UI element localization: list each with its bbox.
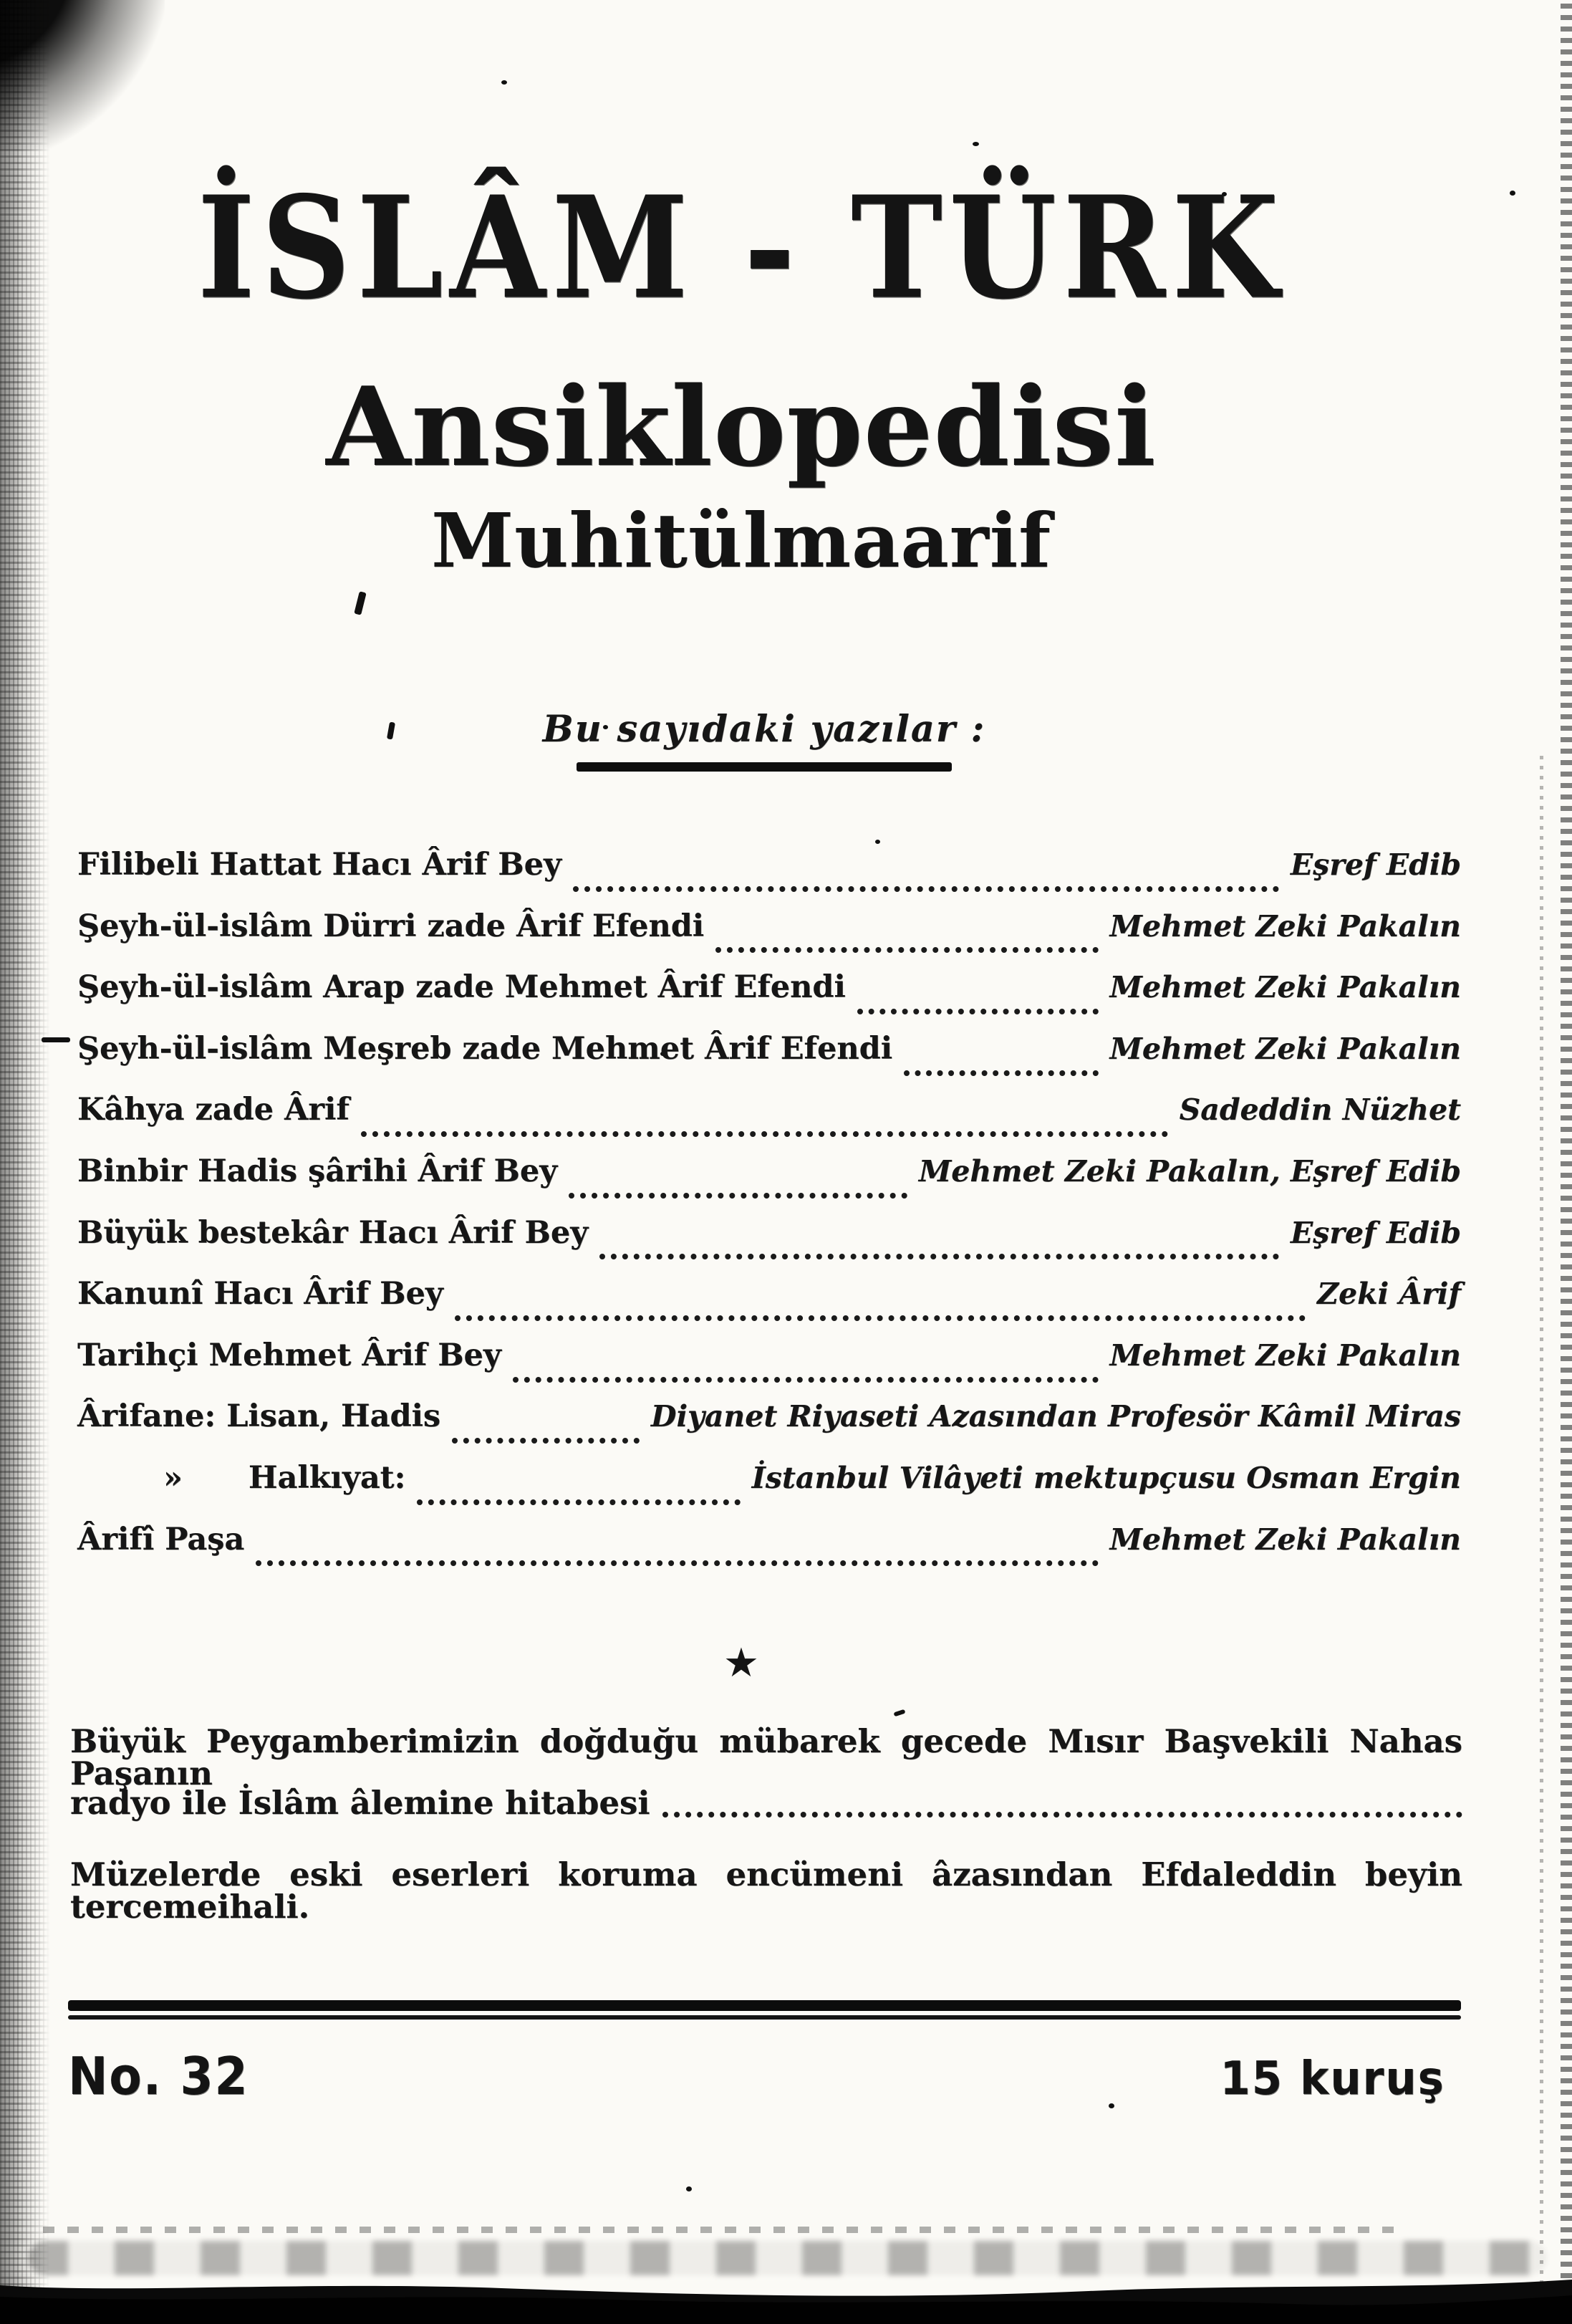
scan-bottom-edge-artifact [0, 2275, 1572, 2324]
toc-row [77, 1092, 1461, 1153]
ink-speck [875, 840, 880, 844]
toc-row [77, 1460, 1461, 1522]
dotted-leader [569, 1193, 907, 1199]
toc-row [77, 1215, 1461, 1277]
toc-row [77, 847, 1461, 908]
magazine-subsubtitle: Muhitülmaarif [431, 496, 1051, 585]
footer [68, 2046, 1461, 2106]
toc-article-title: Filibeli Hattat Hacı Ârif Bey [77, 847, 561, 883]
toc-article-title: Binbir Hadis şârihi Ârif Bey [77, 1153, 558, 1189]
toc-article-authors: Diyanet Riyaseti Azasından Profesör Kâmil Miras [650, 1399, 1461, 1434]
ink-speck [1510, 191, 1515, 196]
dotted-leader [417, 1499, 740, 1505]
toc-article-authors: İstanbul Vilâyeti mektupçusu Osman Ergin [751, 1460, 1461, 1495]
toc-row [77, 1153, 1461, 1215]
toc-article-title: Ârifî Paşa [77, 1521, 245, 1557]
note-nahas-line1: Büyük Peygamberimizin doğduğu mübarek gecede Mısır Başvekili Nahas Paşanın [70, 1722, 1462, 1792]
toc-article-title: Halkıyat: [248, 1459, 406, 1496]
dotted-leader [662, 1812, 1462, 1818]
scan-right-inner-dotted-artifact [1540, 752, 1543, 2324]
toc-row [77, 1031, 1461, 1093]
toc-row [77, 969, 1461, 1031]
toc-article-authors: Mehmet Zeki Pakalın [1109, 908, 1461, 943]
footer-rule-thick [68, 2000, 1461, 2011]
ink-speck [686, 2186, 692, 2191]
toc-row [77, 1522, 1461, 1583]
toc-article-title: Tarihçi Mehmet Ârif Bey [77, 1337, 501, 1373]
toc-article-authors: Mehmet Zeki Pakalın [1109, 1338, 1461, 1373]
dotted-leader [599, 1254, 1279, 1259]
toc-article-authors: Eşref Edib [1290, 848, 1461, 882]
ink-speck [501, 80, 507, 85]
star-divider-icon: ★ [723, 1640, 760, 1686]
price: 15 kuruş [1220, 2052, 1445, 2105]
toc-article-authors: Zeki Ârif [1317, 1277, 1461, 1312]
dotted-leader [513, 1377, 1099, 1383]
toc-article-authors: Eşref Edib [1290, 1215, 1461, 1250]
ink-speck [893, 1709, 905, 1717]
ditto-marker: » [163, 1459, 183, 1496]
toc-row [77, 1338, 1461, 1399]
contents-heading [0, 708, 1539, 772]
toc-article-title: Kâhya zade Ârif [77, 1092, 349, 1128]
toc-article-title: Şeyh-ül-islâm Dürri zade Ârif Efendi [77, 908, 705, 944]
scan-bottom-blotch-artifact [29, 2241, 1547, 2275]
toc-article-title: Ârifane: Lisan, Hadis [77, 1398, 441, 1435]
scan-right-edge-artifact [1561, 0, 1572, 2324]
ink-speck [42, 1037, 70, 1042]
toc-article-title: Kanunî Hacı Ârif Bey [77, 1276, 443, 1312]
magazine-title: İSLÂM - TÜRK [197, 164, 1286, 331]
dotted-leader [573, 886, 1279, 892]
contents-heading-underline [577, 762, 952, 772]
dotted-leader [361, 1131, 1168, 1137]
toc-article-authors: Mehmet Zeki Pakalın, Eşref Edib [918, 1153, 1461, 1189]
toc-article-authors: Sadeddin Nüzhet [1179, 1093, 1461, 1128]
toc-article-authors: Mehmet Zeki Pakalın [1109, 1522, 1461, 1557]
note-nahas-line2-text: radyo ile İslâm âlemine hitabesi [70, 1784, 650, 1822]
toc-article-authors: Mehmet Zeki Pakalın [1109, 1031, 1461, 1066]
toc-article-title: Büyük bestekâr Hacı Ârif Bey [77, 1214, 589, 1251]
dotted-leader [715, 947, 1098, 953]
ink-speck [973, 142, 979, 146]
toc-article-title: Şeyh-ül-islâm Arap zade Mehmet Ârif Efendi [77, 969, 846, 1006]
ink-speck [354, 591, 366, 615]
note-efdaleddin: Müzelerde eski eserleri koruma encümeni âzasından Efdaleddin beyin tercemeihali. [70, 1855, 1462, 1926]
toc-row [77, 1276, 1461, 1338]
toc-article-title: Şeyh-ül-islâm Meşreb zade Mehmet Ârif Efendi [77, 1030, 893, 1067]
dotted-leader [857, 1009, 1099, 1014]
dotted-leader [455, 1315, 1306, 1321]
toc-article-authors: Mehmet Zeki Pakalın [1109, 970, 1461, 1005]
scan-top-left-corner-artifact [0, 0, 165, 150]
table-of-contents [77, 847, 1461, 1583]
dotted-leader [904, 1070, 1098, 1076]
scan-left-edge-artifact [0, 0, 50, 2324]
toc-row [77, 908, 1461, 970]
dotted-leader [256, 1560, 1098, 1566]
footer-rule-thin [68, 2015, 1461, 2020]
dotted-leader [452, 1438, 640, 1444]
toc-row [77, 1398, 1461, 1460]
note-nahas-line2 [70, 1784, 1462, 1822]
contents-heading-text: Bu sayıdaki yazılar : [542, 708, 986, 751]
magazine-subtitle: Ansiklopedisi [326, 362, 1157, 491]
issue-number: No. 32 [68, 2046, 249, 2106]
scan-bottom-speckle-artifact [43, 2227, 1404, 2233]
